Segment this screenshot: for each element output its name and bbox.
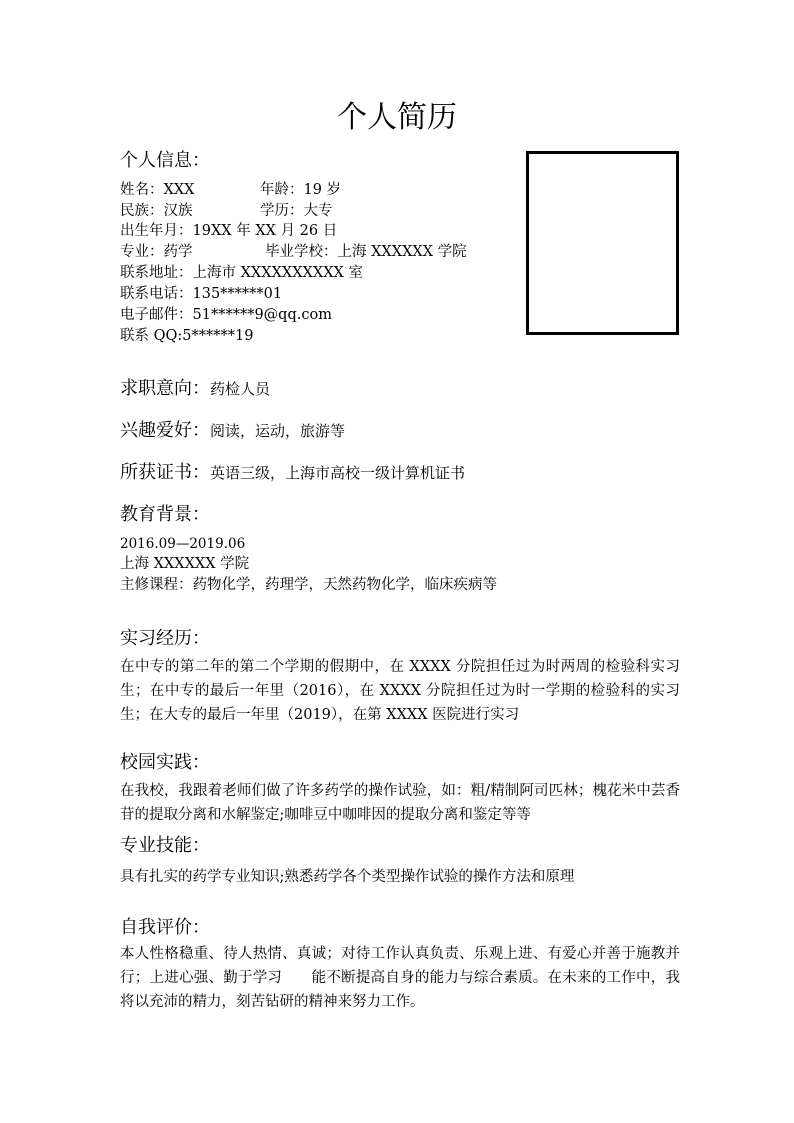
objective-value: 药检人员 xyxy=(210,380,271,398)
email-row xyxy=(120,305,332,325)
birth-value: 19XX 年 XX 月 26 日 xyxy=(192,223,338,239)
education-label: 学历： xyxy=(260,203,304,219)
name-row xyxy=(120,180,342,200)
phone-label: 联系电话： xyxy=(120,286,193,302)
major-value: 药学 xyxy=(163,244,193,260)
objective-label: 求职意向： xyxy=(120,378,210,399)
ethnicity-value: 汉族 xyxy=(163,203,193,219)
email-value: 51******9@qq.com xyxy=(192,307,332,323)
phone-row xyxy=(120,284,282,304)
education-courses: 主修课程：药物化学，药理学，天然药物化学，临床疾病等 xyxy=(120,577,497,593)
school-field xyxy=(265,242,467,262)
education-heading: 教育背景： xyxy=(120,504,210,525)
school-label: 毕业学校： xyxy=(265,244,338,260)
ethnicity-label: 民族： xyxy=(120,203,164,219)
name-value: XXX xyxy=(163,182,195,198)
age-value: 19 岁 xyxy=(303,182,342,198)
qq-row xyxy=(120,326,253,346)
education-period: 2016.09—2019.06 xyxy=(120,536,246,552)
self-eval-heading: 自我评价： xyxy=(120,917,210,938)
major-label: 专业： xyxy=(120,244,164,260)
birth-label: 出生年月： xyxy=(120,223,193,239)
qq-label: 联系 QQ: xyxy=(120,328,183,344)
hobbies-label: 兴趣爱好： xyxy=(120,420,210,441)
phone-value: 135******01 xyxy=(192,286,283,302)
resume-title: 个人简历 xyxy=(337,100,457,135)
education-value: 大专 xyxy=(303,203,333,219)
hobbies-value: 阅读，运动，旅游等 xyxy=(210,422,346,440)
hobbies-row xyxy=(120,420,345,442)
self-eval-text: 本人性格稳重、待人热情、真诚；对待工作认真负责、乐观上进、有爱心并善于施教并行；上进心强、勤于学习 能不断提高自身的能力与综合素质。在未来的工作中，我将以充沛的精力，刻苦钻研的精神来努力工作。 xyxy=(120,946,680,1010)
education-field xyxy=(260,201,333,221)
address-row xyxy=(120,263,363,283)
certificates-row xyxy=(120,462,465,484)
internship-text: 在中专的第二年的第二个学期的假期中，在 XXXX 分院担任过为时两周的检验科实习生；在中专的最后一年里（2016），在 XXXX 分院担任过为时一学期的检验科的实习生；在大专的最后一年里（2019），在第 XXXX 医院进行实习 xyxy=(120,659,680,723)
age-label: 年龄： xyxy=(260,182,304,198)
certificates-value: 英语三级，上海市高校一级计算机证书 xyxy=(210,464,466,482)
qq-value: 5******19 xyxy=(182,328,254,344)
address-label: 联系地址： xyxy=(120,265,193,281)
email-label: 电子邮件： xyxy=(120,307,193,323)
school-value: 上海 XXXXXX 学院 xyxy=(337,244,467,260)
skills-heading: 专业技能： xyxy=(120,835,210,856)
internship-heading: 实习经历： xyxy=(120,628,210,649)
campus-heading: 校园实践： xyxy=(120,752,210,773)
certificates-label: 所获证书： xyxy=(120,462,210,483)
address-value: 上海市 XXXXXXXXXX 室 xyxy=(192,265,363,281)
objective-row xyxy=(120,378,270,400)
major-row xyxy=(120,242,467,262)
education-school: 上海 XXXXXX 学院 xyxy=(120,556,250,572)
skills-text: 具有扎实的药学专业知识;熟悉药学各个类型操作试验的操作方法和原理 xyxy=(120,869,575,885)
age-field xyxy=(260,180,341,200)
personal-info-heading: 个人信息： xyxy=(120,150,210,171)
photo-placeholder xyxy=(526,151,679,335)
birth-row xyxy=(120,221,337,241)
name-label: 姓名： xyxy=(120,182,164,198)
campus-text: 在我校，我跟着老师们做了许多药学的操作试验，如：粗/精制阿司匹林；槐花米中芸香苷的提取分离和水解鉴定;咖啡豆中咖啡因的提取分离和鉴定等等 xyxy=(120,783,680,823)
ethnicity-row xyxy=(120,201,333,221)
